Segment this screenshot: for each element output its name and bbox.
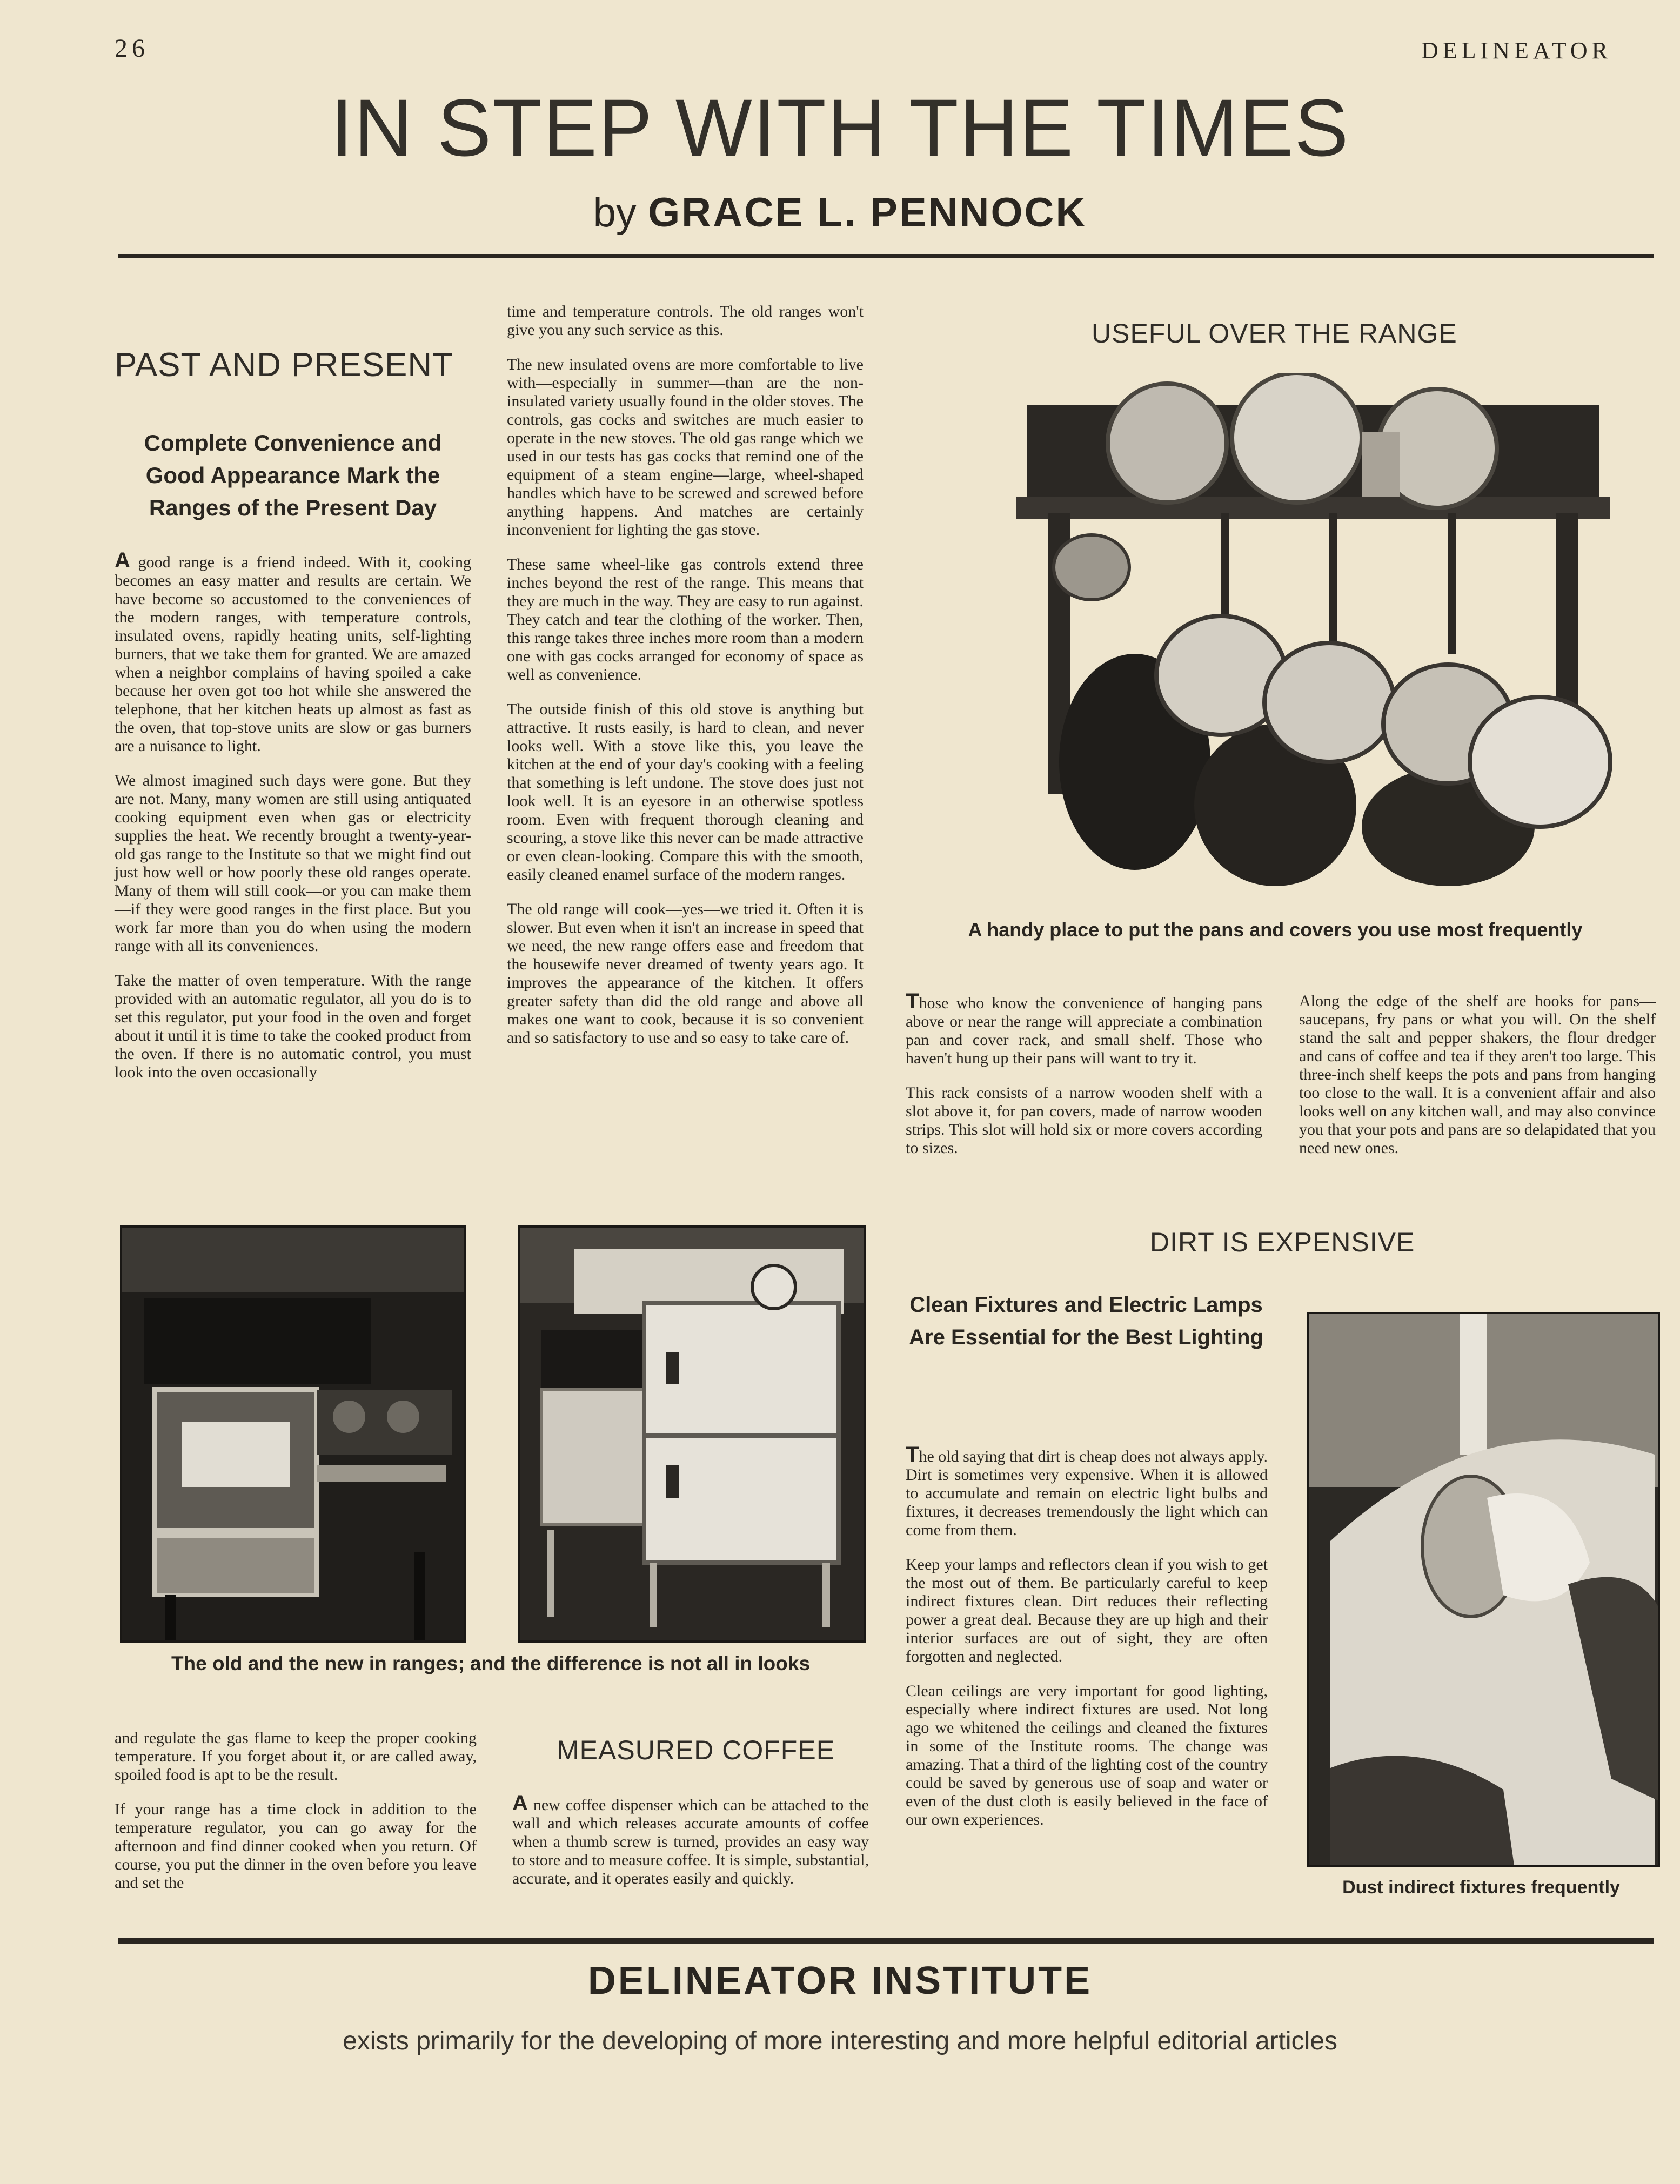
lamp-cleaning-illustration — [1309, 1314, 1658, 1865]
old-range-illustration — [122, 1228, 464, 1640]
byline-author: GRACE L. PENNOCK — [648, 190, 1087, 236]
useful-caption: A handy place to put the pans and covers you use most frequently — [968, 919, 1583, 941]
coffee-text — [512, 1791, 869, 1904]
paragraph: Those who know the convenience of hanging pans above or near the range will appreciate a combination pan and cover rack, and small shelf. Those who haven't hung up their pans will want to try it. — [906, 989, 1262, 1067]
paragraph: The old range will cook—yes—we tried it. Often it is slower. But even when it isn't an increase in speed that we need, the new range offers ease and freedom that the housewife never dreamed of twenty years ago. It improves the appearance of the kitchen. It offers greater safety than did the old range and above all makes one want to cook, because it is so convenient and so satisfactory to use and so easy to take care of. — [507, 900, 864, 1047]
useful-col2 — [1299, 992, 1656, 1174]
footer-title: DELINEATOR INSTITUTE — [587, 1959, 1093, 2002]
byline-by: by — [593, 190, 637, 236]
paragraph: The new insulated ovens are more comfortable to live with—especially in summer—than are the non-insulated variety usually found in the older stoves. The controls, gas cocks and switches are much easier to operate in the new stoves. The old gas range which we used in our tests has gas cocks that remind one of the equipment of a steam engine—large, wheel-shaped handles which have to be screwed and screwed before anything happens. And matches are certainly inconvenient for lighting the gas stove. — [507, 356, 864, 539]
paragraph: Keep your lamps and reflectors clean if you wish to get the most out of them. Be particularly careful to keep indirect fixtures clean. Dirt reduces their reflecting power a great deal. Because they are up high and their interior surfaces are out of sight, they are often forgotten and neglected. — [906, 1556, 1268, 1665]
paragraph: A new coffee dispenser which can be attached to the wall and which releases accurate amounts of coffee when a thumb screw is turned, provides an easy way to store and to measure coffee. It is simple, substantial, accurate, and it operates easily and quickly. — [512, 1791, 869, 1887]
lamp-cleaning-photo — [1307, 1312, 1660, 1867]
past-present-heading: PAST AND PRESENT — [115, 346, 453, 384]
paragraph: and regulate the gas flame to keep the proper cooking temperature. If you forget about it, or are called away, spoiled food is apt to be the result. — [115, 1729, 477, 1784]
pan-rack-photo — [994, 373, 1632, 892]
paragraph: We almost imagined such days were gone. But they are not. Many, many women are still using antiquated cooking equipment even when gas or electricity supplies the heat. We recently brought a twenty-year-old gas range to the Institute so that we might find out just how well or how poorly these old ranges operate. Many of them will still cook—or you can make them—if they were good ranges in the first place. But you work far more than you do when using the modern range with all its conveniences. — [115, 772, 471, 955]
past-present-continued — [115, 1729, 477, 1908]
title-rule — [118, 254, 1654, 258]
ranges-caption: The old and the new in ranges; and the difference is not all in looks — [171, 1652, 811, 1674]
paragraph: Clean ceilings are very important for good lighting, especially where indirect fixtures are used. Not long ago we whitened the ceilings and cleaned the fixtures in some of the Institute rooms. The change was amazing. That a third of the lighting cost of the country could be saved by generous use of soap and water or even of the dust cloth is easily believed in the face of our own experiences. — [906, 1682, 1268, 1828]
pan-rack-illustration — [994, 373, 1632, 892]
page-number: 26 — [115, 34, 149, 63]
new-range-photo — [518, 1225, 866, 1643]
page-title: IN STEP WITH THE TIMES — [330, 82, 1350, 173]
past-present-subheading: Complete Convenience and Good Appearance Mark the Ranges of the Present Day — [144, 430, 442, 520]
useful-col1 — [906, 989, 1262, 1174]
paragraph: These same wheel-like gas controls extend three inches beyond the rest of the range. This means that they are much in the way. They are easy to run against. They catch and tear the clothing of the worker. Then, this range takes three inches more room than a modern one with gas cocks arranged for economy of space as well as convenience. — [507, 555, 864, 684]
paragraph: This rack consists of a narrow wooden shelf with a slot above it, for pan covers, made of narrow wooden strips. This slot will hold six or more covers according to sizes. — [906, 1084, 1262, 1157]
old-range-photo — [120, 1225, 466, 1643]
paragraph: Along the edge of the shelf are hooks for pans—saucepans, fry pans or what you will. On the shelf stand the salt and pepper shakers, the flour dredger and cans of coffee and tea if they aren't too large. This three-inch shelf keeps the pots and pans from hanging too close to the wall. It is a convenient affair and also looks well on any kitchen wall, and may also convince you that your pots and pans are so delapidated that you need new ones. — [1299, 992, 1656, 1157]
dirt-text — [906, 1445, 1268, 1845]
paragraph: The old saying that dirt is cheap does not always apply. Dirt is sometimes very expensive. When it is allowed to accumulate and remain on electric light bulbs and fixtures, it decreases tremendously the light which can come from them. — [906, 1443, 1268, 1539]
past-present-col1 — [115, 548, 471, 1098]
paragraph: A good range is a friend indeed. With it, cooking becomes an easy matter and results are certain. We have become so accustomed to the conveniences of the modern ranges, with temperature controls, insulated ovens, rapidly heating units, self-lighting burners, that we take them for granted. We are amazed when a neighbor complains of having spoiled a cake because her oven got too hot while she answered the telephone, that her kitchen heats up almost as fast as the oven, that top-stove units are slow or gas burners are a nuisance to light. — [115, 548, 471, 755]
dirt-subheading: Clean Fixtures and Electric Lamps Are Essential for the Best Lighting — [909, 1293, 1263, 1349]
coffee-heading: MEASURED COFFEE — [557, 1735, 835, 1765]
footer-rule — [118, 1938, 1654, 1944]
paragraph: Take the matter of oven temperature. With the range provided with an automatic regulator, all you do is to set this regulator, put your food in the oven and forget about it until it is time to take the cooked product from the oven. If there is no automatic control, you must look into the oven occasionally — [115, 972, 471, 1081]
new-range-illustration — [520, 1228, 864, 1640]
paragraph: If your range has a time clock in addition to the temperature regulator, you can go away for the afternoon and find dinner cooked when you return. Of course, you put the dinner in the oven before you leave and set the — [115, 1800, 477, 1892]
lamp-caption: Dust indirect fixtures frequently — [1342, 1877, 1620, 1898]
footer-subtitle: exists primarily for the developing of more interesting and more helpful editorial articles — [343, 2027, 1337, 2055]
paragraph: The outside finish of this old stove is anything but attractive. It rusts easily, is hard to clean, and never looks well. With a stove like this, you leave the kitchen at the end of your day's cooking with a feeling that something is left undone. The stove does just not look well. It is an eyesore in an otherwise spotless room. Even with frequent thorough cleaning and scouring, a stove like this never can be made attractive or even clean-looking. Compare this with the smooth, easily cleaned enamel surface of the modern ranges. — [507, 700, 864, 883]
magazine-name: DELINEATOR — [1421, 37, 1612, 64]
paragraph: time and temperature controls. The old ranges won't give you any such service as this. — [507, 303, 864, 339]
useful-heading: USEFUL OVER THE RANGE — [1092, 318, 1457, 349]
dirt-heading: DIRT IS EXPENSIVE — [1150, 1227, 1415, 1257]
past-present-col2 — [507, 303, 864, 1063]
byline — [0, 189, 1680, 236]
